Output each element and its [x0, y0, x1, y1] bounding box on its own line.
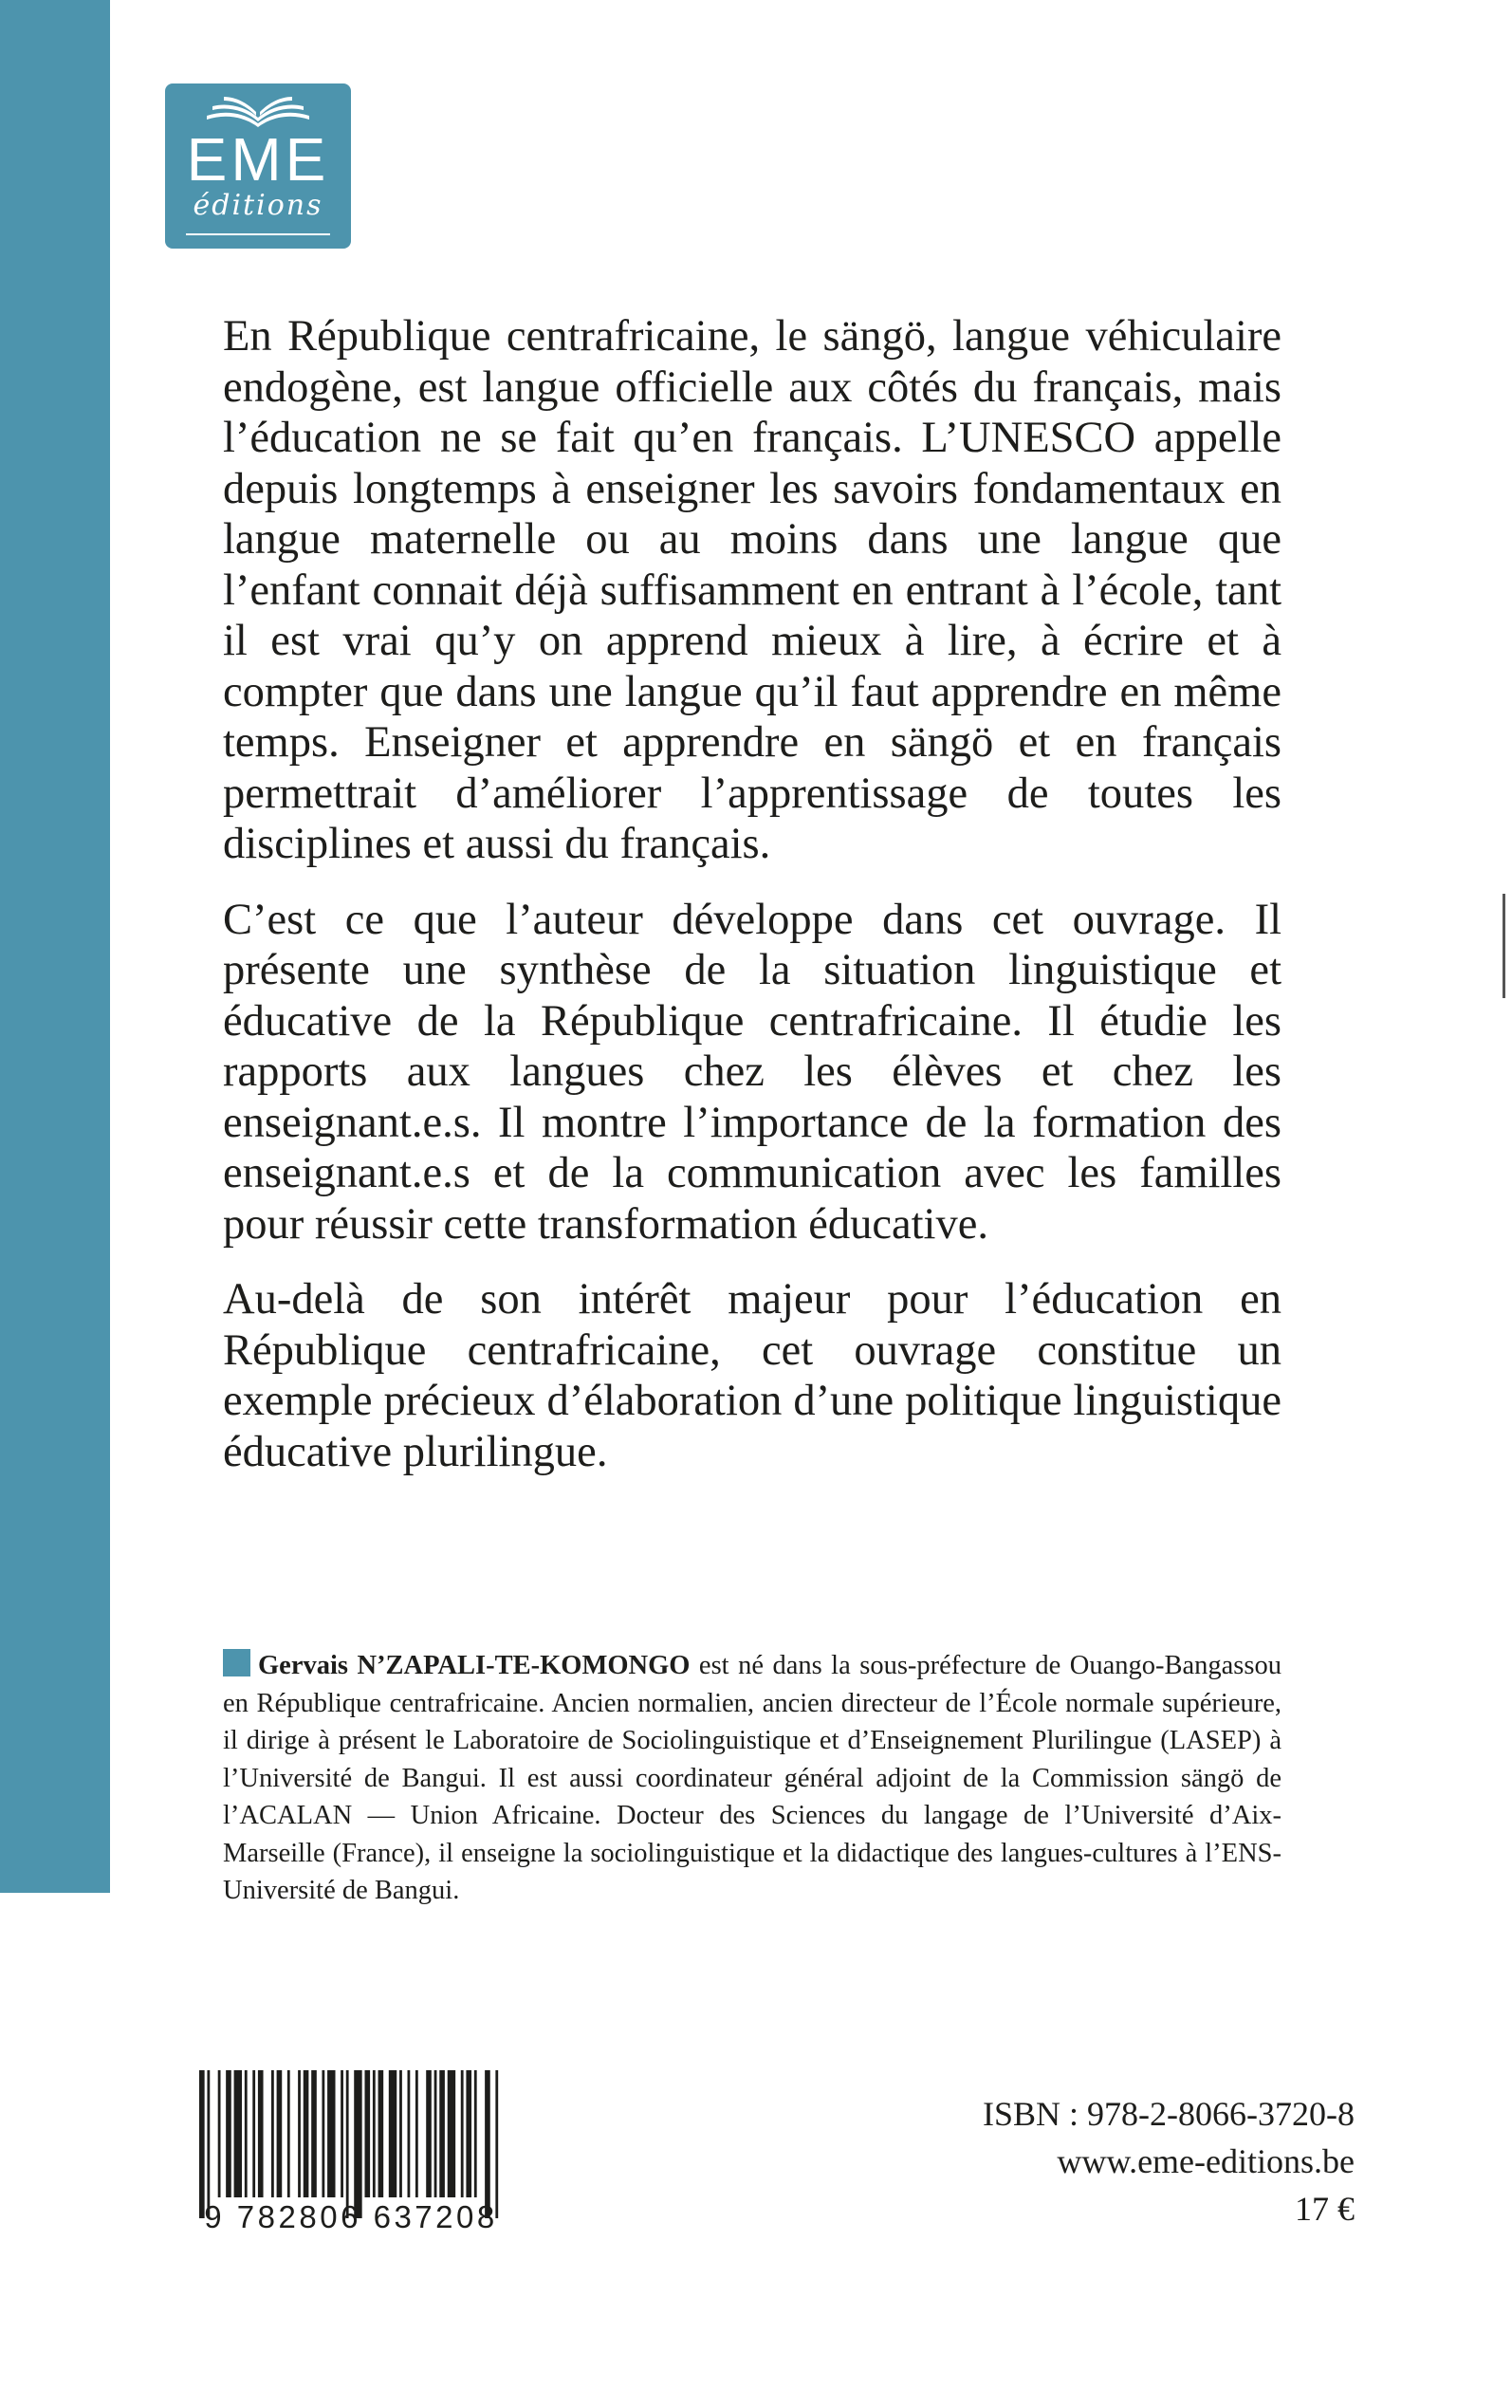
barcode-bar	[341, 2070, 343, 2197]
barcode-bar	[373, 2070, 376, 2197]
barcode-bar	[364, 2070, 370, 2197]
barcode-bar	[474, 2070, 477, 2197]
barcode-bar	[461, 2070, 464, 2197]
price-text: 17 €	[1295, 2190, 1355, 2228]
website-text: www.eme-editions.be	[1057, 2142, 1355, 2180]
barcode-bar	[311, 2070, 317, 2197]
barcode-bar	[199, 2070, 205, 2218]
bio-square-marker	[223, 1649, 250, 1676]
logo-subtitle: éditions	[193, 189, 323, 222]
barcode-bar	[226, 2070, 231, 2197]
blurb-paragraph-2: C’est ce que l’auteur développe dans cet ouvrage. Il présente une synthèse de la situation linguistique et éducative de la République centrafricaine. Il étudie les rapports aux langues chez les élèves et chez les enseignant.e.s. Il montre l’importance de la formation des enseignant.e.s et de la communication avec les familles pour réussir cette transformation éducative.	[223, 895, 1282, 1249]
barcode-bar	[298, 2070, 301, 2197]
barcode-bar	[346, 2070, 349, 2218]
isbn-barcode	[199, 2070, 501, 2218]
logo-title: EME	[186, 125, 330, 194]
blurb-paragraph-1: En République centrafricaine, le sängö, langue véhiculaire endogène, est langue officielle aux côtés du français, mais l’éducation ne se fait qu’en français. L’UNESCO appelle depuis longtemps à enseigner les savoirs fondamentaux en langue maternelle ou au moins dans une langue que l’enfant connait déjà suffisamment en entrant à l’école, tant il est vrai qu’y on apprend mieux à lire, à écrire et à compter que dans une langue qu’il faut apprendre en même temps. Enseigner et apprendre en sängö et en français permettrait d’améliorer l’apprentissage de toutes les disciplines et aussi du français.	[223, 312, 1282, 868]
barcode-bar	[426, 2070, 432, 2197]
author-bio	[223, 1647, 1282, 1910]
barcode-bar	[287, 2070, 290, 2197]
barcode-bar	[389, 2070, 396, 2197]
barcode-digits: 9 782806 637208	[204, 2199, 498, 2234]
logo-underline	[186, 233, 330, 235]
barcode-bar	[271, 2070, 274, 2197]
barcode-bar	[408, 2070, 411, 2197]
spine-mark	[1503, 894, 1505, 998]
blurb-paragraph-3: Au-delà de son intérêt majeur pour l’éducation en République centrafricaine, cet ouvrage constitue un exemple précieux d’élaboration d’une politique linguistique éducative plurilingue.	[223, 1275, 1282, 1476]
barcode-bar	[258, 2070, 264, 2197]
barcode-bar	[378, 2070, 384, 2197]
isbn-text: ISBN : 978-2-8066-3720-8	[983, 2095, 1355, 2133]
barcode-bar	[322, 2070, 324, 2197]
barcode-bar	[245, 2070, 248, 2197]
barcode-bar	[252, 2070, 255, 2197]
barcode-bar	[415, 2070, 418, 2197]
left-color-band	[0, 0, 110, 1893]
barcode-bar	[399, 2070, 402, 2197]
barcode-bar	[466, 2070, 471, 2197]
barcode-bar	[234, 2070, 242, 2197]
barcode-bar	[354, 2070, 361, 2218]
back-cover-blurb	[223, 311, 1282, 1502]
publisher-logo	[165, 83, 351, 249]
barcode-bar	[485, 2070, 490, 2218]
barcode-bar	[448, 2070, 455, 2197]
barcode-bar	[327, 2070, 335, 2197]
publication-info	[983, 2090, 1355, 2232]
author-name: Gervais N’ZAPALI-TE-KOMONGO	[258, 1651, 691, 1680]
barcode-bar	[495, 2070, 498, 2218]
barcode-bar	[218, 2070, 221, 2197]
barcode-bar	[434, 2070, 437, 2197]
barcode-bar	[277, 2070, 283, 2197]
author-bio-text: est né dans la sous-préfecture de Ouango-Bangassou en République centrafricaine. Ancien normalien, ancien directeur de l’École normale supérieure, il dirige à présent le Laboratoire de Sociolinguistique et d’Enseignement Plurilingue (LASEP) à l’Université de Bangui. Il est aussi coordinateur général adjoint de la Commission sängö de l’ACALAN — Union Africaine. Docteur des Sciences du langage de l’Université d’Aix-Marseille (France), il enseigne la sociolinguistique et la didactique des langues-cultures à l’ENS-Université de Bangui.	[223, 1651, 1282, 1905]
barcode-bar	[439, 2070, 445, 2197]
barcode-bar	[207, 2070, 210, 2218]
barcode-bar	[304, 2070, 309, 2197]
